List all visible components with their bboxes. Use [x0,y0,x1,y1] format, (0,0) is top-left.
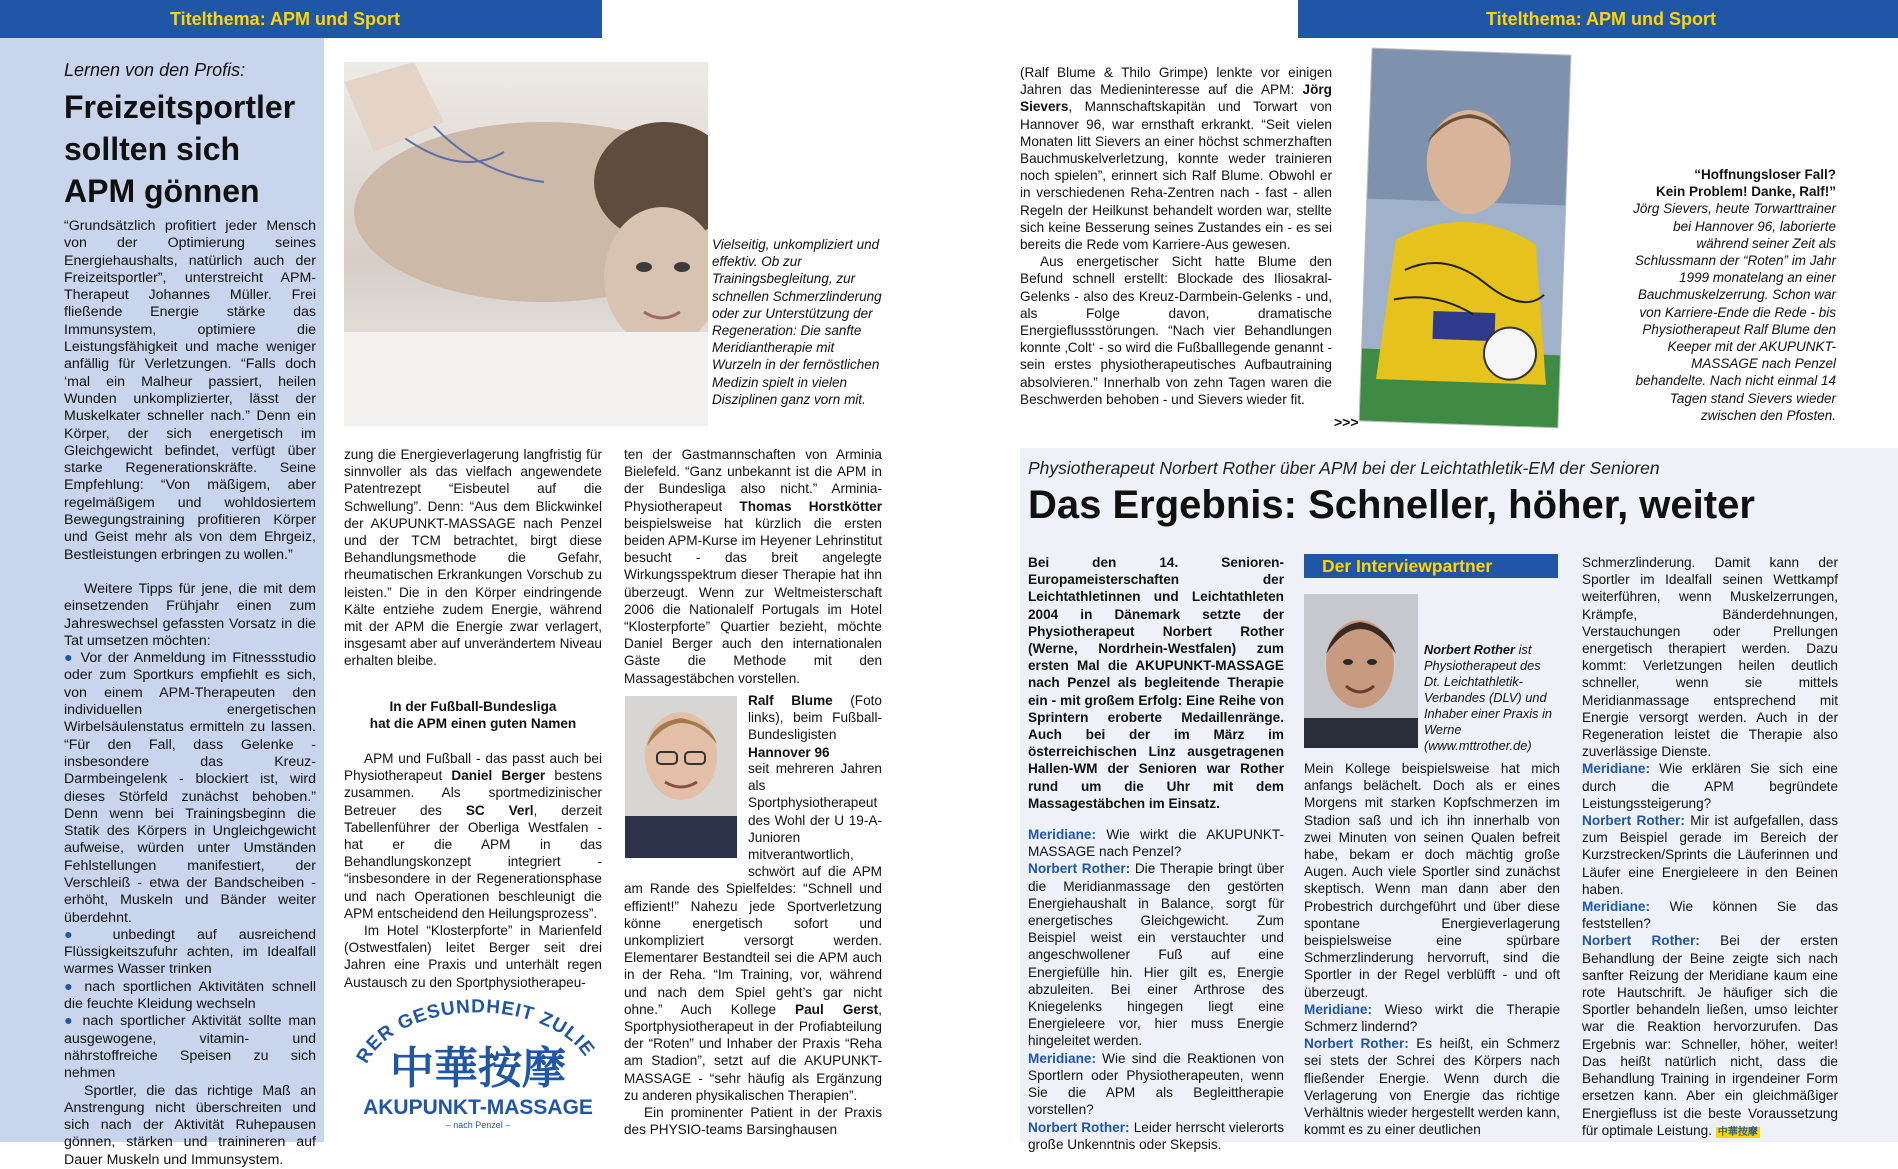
logo-main-text: AKUPUNKT-MASSAGE [363,1096,593,1119]
left-header-title: Titelthema: APM und Sport [170,9,401,29]
interview-headline: Das Ergebnis: Schneller, höher, weiter [1028,483,1755,527]
interviewpartner-box-title [1304,554,1558,578]
headline-line-3: APM gönnen [64,173,260,209]
col2-p1-text-a: APM und Fußball - das passt auch bei Physiotherapeut [344,751,602,784]
speaker-label: Meridiane: [1582,761,1650,777]
name-ralf-blume: Ralf Blume [748,693,833,708]
right-col-a1 [1582,812,1838,898]
tip-text-3: nach sportlichen Aktivitäten schnell die feuchte Kleidung wechseln [64,978,317,1013]
logo-chinese: 中華按摩 [390,1044,566,1093]
col2-top-paragraph: zung die Energieverlagerung langfristig für sinnvoller als das vielfach angewendete Patentrezept “Eisbeutel auf die Schwellung”. Denn: “Aus dem Blickwinkel der AKUPUNKT-MASSAGE nach Penzel und der TCM betrachtet, birgt diese Behandlungsmethode die Gefahr, rheumatischen Erkrankungen Vorschub zu leisten.” Die in den Körper eindringende Kälte entziehe zudem Energie, während mit der APM die Energie zwar verlagert, insgesamt aber auf unverändertem Niveau erhalten bleibe. [344,447,602,669]
speaker-text: Wie wirkt die AKUPUNKT-MASSAGE nach Penzel? [1028,827,1284,860]
float-spacer [624,760,748,868]
blume-text-a: (Foto links), beim Fußball-Bundesligisten [748,693,882,743]
speaker-label: Norbert Rother: [1582,813,1685,829]
interview-lead: Bei den 14. Senioren-Europameisterschaften der Leichtathletinnen und Leichtathleten 2004 in Dänemark setzte der Physiotherapeut Norbert Rother (Werne, Nordrhein-Westfalen) zum ersten Mal die AKUPUNKT-MASSAGE nach Penzel als begleitende Therapie ein - mit großem Erfolg: Eine Reihe von Sprintern eroberte Medaillenränge. Auch bei der im März im österreichischen Linz ausgetragenen Hallen-WM der Senioren war Rother rund um die Uhr mit dem Massagestäbchen im Einsatz. [1028,555,1284,811]
col2-p1-text-c: , derzeit Tabellenführer der Oberliga Westfalen - hat er die APM in das Behandlungskonzept integriert - “insbesondere in der Regenerationsphase und nach Operationen beschleunigt die APM entscheidend den Heilungsprozess”. [344,802,603,921]
interview-q1 [1028,826,1284,860]
right-top-paragraph-2: Aus energetischer Sicht hatte Blume den Befund schnell erstellt: Blockade des Iliosakral-Gelenks - also des Kreuz-Darmbein-Gelenks - und, als Folge davon, dramatische Energieflussstörungen. “Nach vier Behandlungen konnte ‚Colt‘ - so wird die Fußballlegende genannt - sein erstes physiotherapeutisches Aufbautraining absolvieren.” Innerhalb von zehn Tagen waren die Beschwerden behoben - und Sievers wieder fit. [1020,254,1332,407]
interview-col-1 [1028,554,1284,1153]
left-headline [64,86,295,212]
outro-paragraph: Sportler, die das richtige Maß an Anstrengung nicht überschreiten und sich nach der Aktivität Ruhepausen gönnen, stärken und trainineren auf Dauer Muskeln und Immunsystem. [64,1082,316,1168]
speaker-text: Mir ist aufgefallen, dass zum Beispiel gerade im Bereich der Kurzstrecken/Sprints die Läuferinnen und Läufer eine Energieleere in den Beinen haben. [1582,813,1838,897]
headline-line-2: sollten sich [64,131,241,167]
interview-col-2 [1304,760,1560,1138]
mid-col-paragraph: Mein Kollege beispielsweise hat mich anfangs belächelt. Doch als er eines Morgens mit starken Kopfschmerzen im Stadion saß und ich ihn innerhalb von zwei Minuten von seinen Qualen befreit habe, bekam er doch mächtig große Augen. Auch viele Sportler sind zunächst skeptisch. Wenn man dann aber den Probestrich durchgeführt und über diese spontane Energieverlagerung beispielsweise eine spürbare Schmerzlinderung hervorruft, sind die Sportler in der Regel verblüfft - und oft überzeugt. [1304,761,1560,1000]
norbert-rother-illustration [1304,594,1418,748]
left-header-bar [0,0,602,38]
bullet-icon: ● [64,978,77,995]
speaker-text: Wie erklären Sie sich eine durch die APM begründete Leistungssteigerung? [1582,761,1838,811]
col2-paragraph-1 [344,750,602,922]
right-col-a2 [1582,932,1838,1140]
speaker-label: Meridiane: [1028,827,1096,843]
col3-top-text-a: ten der Gastmannschaften von Arminia Bielefeld. “Ganz unbekannt ist die APM in der Bundesliga also nicht.” Arminia-Physiotherapeut [624,447,882,514]
tips-intro: Weitere Tipps für jene, die mit dem einsetzenden Frühjahr einen zum Jahreswechsel gefassten Vorsatz in die Tat umsetzen möchten: [64,580,316,649]
end-logo-icon: 中華按摩 [1717,1126,1758,1138]
interview-kicker: Physiotherapeut Norbert Rother über APM bei der Leichtathletik-EM der Senioren [1028,458,1660,478]
bullet-icon: ● [64,650,75,667]
right-top-column [1020,64,1332,408]
tip-item-3 [64,979,316,1014]
col2-p1-text-b: bestens zusammen. Als sportmedizinischer Betreuer des [344,768,602,818]
speaker-text: Wieso wirkt die Therapie Schmerz lindernd? [1304,1001,1560,1035]
interview-q2 [1028,1050,1284,1119]
massage-photo-caption: Vielseitig, unkompliziert und effektiv. Ob zur Trainingsbegleitung, zur schnellen Schmerzlinderung oder zur Unterstützung der Regeneration: Die sanfte Meridiantherapie mit Wurzeln in der fernöstlichen Medizin spielt in vielen Disziplinen ganz vorn mit. [712,237,882,407]
interview-col-3 [1582,554,1838,1141]
box-caption-text: ist Physiotherapeut des Dt. Leichtathletik-Verbandes (DLV) und Inhaber einer Praxis in Werne (www.mttrother.de) [1424,642,1553,753]
tip-text-2: unbedingt auf ausreichend Flüssigkeitszufuhr achten, im Idealfall warmes Wasser trinken [64,926,317,978]
speaker-text: Wie sind die Reaktionen von Sportlern oder Physiotherapeuten, wenn Sie die APM als Begleittherapie vorstellen? [1028,1050,1284,1118]
box-name: Norbert Rother [1424,642,1516,657]
akupunkt-massage-logo [348,984,608,1134]
continue-arrows: >>> [1334,414,1359,430]
right-header-title: Titelthema: APM und Sport [1486,9,1717,29]
right-top-text-b: , Mannschaftskapitän und Torwart von Hannover 96, war ernsthaft erkrankt. “Seit vielen Monaten litt Sievers an einer höchst schmerzhaften Bauchmuskelverletzung, konnte weder trainieren noch spielen”, erinnert sich Ralf Blume. Obwohl er in verschiedenen Reha-Zentren nach - fast - allen Regeln der Heilkunst behandelt worden war, stellte sich keine Besserung seines Zustandes ein - es sei bereits die Rede vom Karriere-Aus gewesen. [1020,99,1332,253]
name-joerg-sievers: Jörg Sievers [1020,82,1332,115]
tip-text-4: nach sportlicher Aktivität sollte man ausgewogene, vitamin- und nährstoffreiche Speisen zu sich nehmen [64,1013,316,1082]
col3-end-paragraph: Ein prominenter Patient in der Praxis des PHYSIO-teams Barsinghausen [624,1105,882,1138]
left-kicker: Lernen von den Profis: [64,60,246,80]
speaker-text: Leider herrscht vielerorts große Unkenntnis oder Skepsis. [1028,1119,1284,1152]
speaker-text: Wie können Sie das feststellen? [1582,899,1838,932]
tip-item-1 [64,650,316,927]
bundesliga-subhead [344,698,602,732]
name-paul-gerst: Paul Gerst [795,1001,879,1017]
speaker-label: Norbert Rother: [1582,933,1700,949]
subhead-line-2: hat die APM einen guten Namen [369,715,577,731]
norbert-rother-photo [1304,594,1418,748]
logo-sub-text: – nach Penzel – [445,1120,511,1130]
massage-photo-illustration [344,62,708,426]
name-hannover-96: Hannover 96 [748,744,830,760]
col2-paragraph-2: Im Hotel “Klosterpforte” in Marienfeld (Ostwestfalen) leitet Berger seit drei Jahren eine Praxis und unterhält regen Austausch zu den Sportphysiotherapeu- [344,923,602,990]
sievers-caption-block [1622,166,1836,424]
massage-photo [344,62,708,426]
tip-text-1: Vor der Anmeldung im Fitnessstudio oder zum Sportkurs empfiehlt es sich, von einem APM-Therapeuten den individuellen energetischen Wirbelsäulenstatus ermitteln zu lassen. “Für den Fall, dass Gelenke - insbesondere das Kreuz-Darmbeingelenk - blockiert ist, wird dieses Störfeld zunächst behoben.” Denn wenn bei Trainingsbeginn die Statik des Körpers in Ungleichgewicht aufweise, würden unter Umständen Fehlstellungen manifestiert, der Verschleiß - etwa der Bandscheiben - erhöht, Muskeln und Bänder weiter überdehnt. [64,650,316,926]
norbert-rother-caption [1424,642,1558,754]
speaker-label: Norbert Rother: [1028,861,1131,877]
col3-top-paragraph [624,446,882,687]
sievers-quote-line-2: Kein Problem! Danke, Ralf!” [1655,184,1836,200]
left-column-2 [344,446,602,991]
interview-a2 [1028,1119,1284,1153]
right-header-bar [1298,0,1898,38]
speaker-text: Es heißt, ein Schmerz sei stets der Schrei des Körpers nach fließender Energie. Wenn durch die Verlagerung von Energie das richtige Verhältnis wieder hergestellt werden kann, kommt es zu einer deutlichen [1304,1036,1560,1138]
blume-text-c: , Sportphysiotherapeut in der Profiabteilung der “Roten” und Inhaber der Praxis “Reha am Stadion”, setzt auf die AKUPUNKT-MASSAGE - “sehr häufig als Ergänzung zu anderen physikalischen Therapien”. [624,1001,882,1103]
intro-paragraph: “Grundsätzlich profitiert jeder Mensch von der Optimierung seines Energiehaushalts, natürlich auch der Freizeitsportler”, unterstreicht APM-Therapeut Johannes Müller. Frei fließende Energie stärke das Immunsystem, optimiere die Leistungsfähigkeit und mache weniger anfällig für Verletzungen. “Falls doch ‘mal ein Malheur passiert, heilen Wunden unkomplizierter, lässt der Muskelkater schneller nach.” Denn ein Körper, der sich energetisch im Gleichgewicht befindet, verfügt über starke Regenerationskräfte. Seine Empfehlung: “Von mäßigem, aber regelmäßigem und wohldosiertem Bewegungstraining profitieren Körper und Geist mehr als von dem Ehrgeiz, Bestleistungen erbringen zu wollen.” [64,218,316,563]
interview-a1 [1028,860,1284,1049]
mid-col-q1 [1304,1001,1560,1035]
sievers-caption: Jörg Sievers, heute Torwarttrainer bei Hannover 96, laborierte während seiner Zeit als Schlussmann der “Roten” im Jahr 1999 monatelang an einer Bauchmuskelzerrung. Schon war von Karriere-Ende die Rede - bis Physiotherapeut Ralf Blume den Keeper mit der AKUPUNKT-MASSAGE nach Penzel behandelte. Nach nicht einmal 14 Tagen stand Sievers wieder zwischen den Pfosten. [1633,201,1836,423]
speaker-text: Die Therapie bringt über die Meridianmassage den gestörten Energiehaushalt in Balance, sorgt für energetisches Gleichgewicht. Zum Beispiel weist ein verstauchter und angeschwollener Fuß auf eine Energiefülle hin. Hier gilt es, Energie abzuleiten. Bei einer Arthrose des Kniegelenks hingegen liegt eine Energieleere vor, hier muss Energie hingeleitet werden. [1028,861,1285,1049]
ralf-blume-text-beside [748,692,882,761]
sievers-photo [1360,49,1571,428]
speaker-label: Meridiane: [1028,1050,1096,1066]
interviewpartner-title: Der Interviewpartner [1322,556,1493,576]
tip-item-4 [64,1013,316,1082]
left-sidebar-text [64,218,316,1169]
left-column-3 [624,446,882,687]
sievers-illustration [1360,49,1571,428]
right-top-text-a: (Ralf Blume & Thilo Grimpe) lenkte vor einigen Jahren das Medieninteresse auf die APM: [1020,65,1332,98]
blume-text-b: seit mehreren Jahren als Sportphysiotherapeut des Wohl der U 19-A-Junioren mitverantwortlich, schwört auf die APM am Rande des Spielfeldes: “Schnell und effizient!” Nahezu jede Sportverletzung könne energetisch sofort und unkompliziert versorgt werden. Elementarer Bestandteil sei die APM auch in der Reha. “Im Training, vor, während und nach dem Spiel geht’s gar nicht ohne.” Auch Kollege [624,761,882,1017]
subhead-line-1: In der Fußball-Bundesliga [389,698,557,714]
right-col-paragraph: Schmerzlinderung. Damit kann der Sportler im Idealfall seinen Wettkampf weiterführen, wenn Muskelzerrungen, Krämpfe, Bänderdehnungen, Verstauchungen oder Prellungen energetisch therapiert werden. Dazu kommt: Verletzungen heilen deutlich schneller, wenn sie mittels Meridianmassage entsprechend mit Energie versorgt werden. Auch in der Regeneration leistet die Therapie also zuverlässige Dienste. [1582,555,1838,760]
speaker-label: Norbert Rother: [1304,1036,1409,1052]
bullet-icon: ● [64,1013,76,1030]
speaker-label: Norbert Rother: [1028,1119,1130,1135]
name-daniel-berger: Daniel Berger [451,768,546,784]
right-col-q2 [1582,898,1838,932]
headline-line-1: Freizeitsportler [64,89,296,125]
logo-arc-text: RER GESUNDHEIT ZULIE [352,996,599,1064]
bullet-icon: ● [64,926,91,943]
speaker-text: Bei der ersten Behandlung der Beine zeigte sich nach sanfter Reizung der Meridiane kaum eine rote Hautschrift. Je häufiger sich die Sportler behandeln ließen, umso leichter war die Reaktion hervorzurufen. Das Ergebnis war: Schneller, höher, weiter! Das heißt natürlich nicht, dass die Behandlung Training in irgendeiner Form ersetzen kann. Aber ein gleichmäßiger Energiefluss ist die beste Voraussetzung für optimale Leistung. [1582,933,1838,1138]
mid-col-a1 [1304,1035,1560,1138]
sievers-quote [1622,166,1836,200]
speaker-label: Meridiane: [1582,899,1650,915]
right-top-paragraph-1 [1020,64,1332,253]
name-sc-verl: SC Verl [465,802,534,818]
col3-top-text-b: beispielsweise hat kürzlich die ersten beiden APM-Kurse im Heyener Lehrinstitut besucht - das breit angelegte Wirkungsspektrum dieser Therapie hat ihn überzeugt. Wenn zur Weltmeisterschaft 2006 die Nationalelf Portugals im Hotel “Klosterpforte” Quartier bezieht, möchte Daniel Berger auch den internationalen Gäste die Methode mit den Massagestäbchen vorstellen. [624,515,882,686]
right-col-q1 [1582,760,1838,812]
sievers-quote-line-1: “Hoffnungsloser Fall? [1694,167,1836,182]
name-thomas-horstkoetter: Thomas Horstkötter [739,498,882,514]
tip-item-2 [64,927,316,979]
speaker-label: Meridiane: [1304,1001,1372,1017]
ralf-blume-text-below [624,760,882,1138]
